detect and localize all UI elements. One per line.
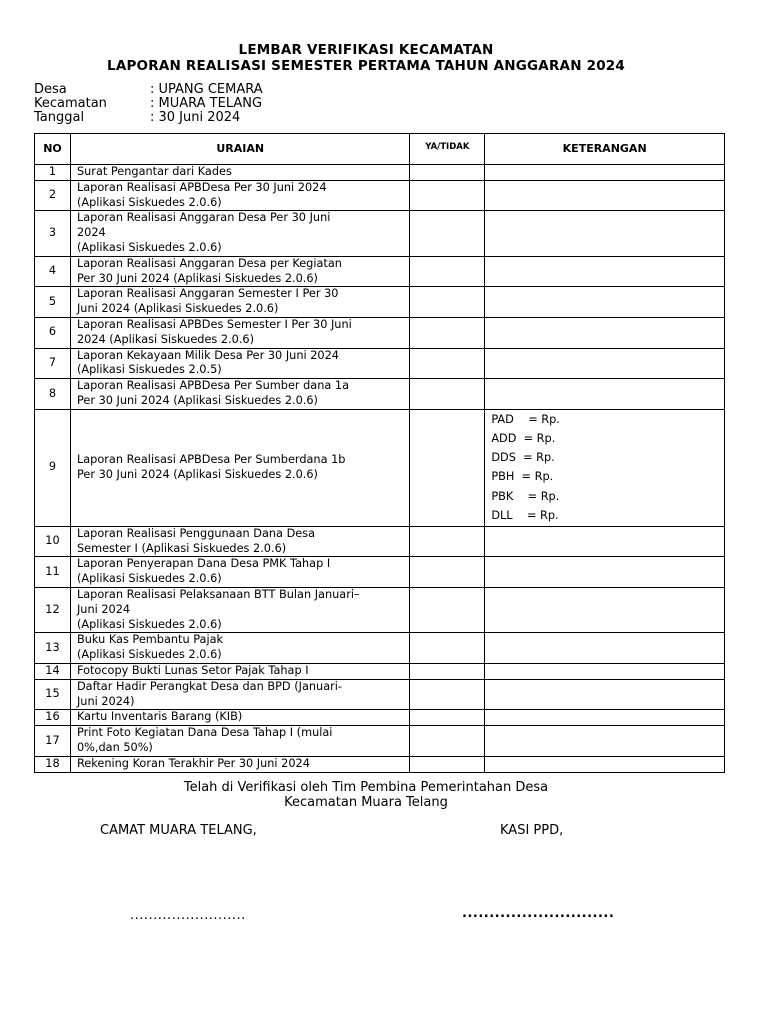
keterangan-line: DLL = Rp.: [491, 508, 559, 522]
row-keterangan-cell[interactable]: [485, 557, 725, 588]
row-ya-tidak-cell[interactable]: [410, 726, 485, 757]
row-ya-tidak-cell[interactable]: [410, 211, 485, 256]
row-keterangan-cell[interactable]: [485, 587, 725, 632]
row-keterangan-cell[interactable]: [485, 211, 725, 256]
uraian-line: Daftar Hadir Perangkat Desa dan BPD (Januari-: [76, 679, 342, 693]
uraian-line: Laporan Realisasi Penggunaan Dana Desa: [76, 526, 316, 540]
verified-statement: Telah di Verifikasi oleh Tim Pembina Pemerintahan Desa: [183, 780, 549, 795]
row-number: 1: [35, 165, 71, 181]
uraian-line: Laporan Kekayaan Milik Desa Per 30 Juni 2024: [76, 348, 339, 362]
row-ya-tidak-cell[interactable]: [410, 348, 485, 379]
row-keterangan-cell[interactable]: [485, 679, 725, 710]
verification-table: [34, 133, 725, 773]
table-row: [35, 633, 725, 664]
uraian-line: Juni 2024): [76, 694, 135, 708]
row-number: 13: [35, 633, 71, 664]
row-keterangan-cell[interactable]: [485, 287, 725, 318]
row-uraian: [70, 587, 409, 632]
title-line-1: LEMBAR VERIFIKASI KECAMATAN: [238, 42, 494, 58]
row-ya-tidak-cell[interactable]: [410, 633, 485, 664]
keterangan-line: PBK = Rp.: [491, 489, 560, 503]
table-row: [35, 165, 725, 181]
uraian-line: Laporan Realisasi Anggaran Semester I Per 30: [76, 287, 339, 301]
row-keterangan-cell[interactable]: [485, 409, 725, 526]
table-header-row: [35, 134, 725, 165]
row-uraian: [70, 557, 409, 588]
uraian-line: Surat Pengantar dari Kades: [76, 165, 232, 178]
row-ya-tidak-cell[interactable]: [410, 180, 485, 211]
uraian-line: (Aplikasi Siskuedes 2.0.5): [76, 363, 222, 377]
camat-signature-line: .........................: [130, 908, 246, 923]
row-ya-tidak-cell[interactable]: [410, 710, 485, 726]
row-uraian: [70, 679, 409, 710]
uraian-line: Laporan Penyerapan Dana Desa PMK Tahap I: [76, 557, 331, 571]
row-uraian: [70, 710, 409, 726]
row-number: 5: [35, 287, 71, 318]
desa-label: Desa: [34, 82, 67, 97]
row-number: 2: [35, 180, 71, 211]
row-keterangan-cell[interactable]: [485, 663, 725, 679]
row-ya-tidak-cell[interactable]: [410, 165, 485, 181]
row-number: 11: [35, 557, 71, 588]
keterangan-line: PAD = Rp.: [491, 412, 560, 426]
row-ya-tidak-cell[interactable]: [410, 379, 485, 410]
row-number: 12: [35, 587, 71, 632]
row-uraian: [70, 287, 409, 318]
uraian-line: Laporan Realisasi APBDesa Per Sumber dana 1a: [76, 379, 350, 393]
table-row: [35, 756, 725, 772]
tanggal-label: Tanggal: [34, 110, 85, 125]
row-number: 14: [35, 663, 71, 679]
verified-office: Kecamatan Muara Telang: [284, 795, 448, 810]
kecamatan-label: Kecamatan: [34, 96, 107, 111]
row-uraian: [70, 756, 409, 772]
row-uraian: [70, 180, 409, 211]
uraian-line: Laporan Realisasi APBDesa Per 30 Juni 2024: [76, 180, 327, 194]
row-uraian: [70, 379, 409, 410]
table-row: [35, 679, 725, 710]
row-ya-tidak-cell[interactable]: [410, 409, 485, 526]
row-uraian: [70, 663, 409, 679]
table-body: [35, 165, 725, 773]
row-keterangan-cell[interactable]: [485, 379, 725, 410]
row-number: 3: [35, 211, 71, 256]
uraian-line: 2024 (Aplikasi Siskuedes 2.0.6): [76, 332, 255, 346]
row-uraian: [70, 526, 409, 557]
row-ya-tidak-cell[interactable]: [410, 526, 485, 557]
table-row: [35, 211, 725, 256]
table-row: [35, 180, 725, 211]
table-row: [35, 256, 725, 287]
uraian-line: Laporan Realisasi APBDesa Per Sumberdana 1b: [76, 452, 346, 466]
row-number: 10: [35, 526, 71, 557]
uraian-line: 2024: [76, 226, 106, 240]
row-number: 16: [35, 710, 71, 726]
header-no: NO: [35, 134, 71, 165]
table-row: [35, 663, 725, 679]
uraian-line: Laporan Realisasi Anggaran Desa per Kegiatan: [76, 256, 342, 270]
kasi-signature-line: ............................: [462, 906, 615, 921]
row-number: 17: [35, 726, 71, 757]
tanggal-value: : 30 Juni 2024: [150, 110, 241, 125]
uraian-line: (Aplikasi Siskuedes 2.0.6): [76, 572, 222, 586]
row-ya-tidak-cell[interactable]: [410, 287, 485, 318]
uraian-line: Juni 2024: [76, 602, 131, 616]
row-keterangan-cell[interactable]: [485, 756, 725, 772]
row-uraian: [70, 348, 409, 379]
uraian-line: Fotocopy Bukti Lunas Setor Pajak Tahap I: [76, 663, 309, 677]
uraian-line: Per 30 Juni 2024 (Aplikasi Siskuedes 2.0.6): [76, 271, 318, 285]
table-row: [35, 287, 725, 318]
table-row: [35, 348, 725, 379]
row-uraian: [70, 211, 409, 256]
header-ya-tidak: YA/TIDAK: [410, 134, 485, 165]
row-uraian: [70, 633, 409, 664]
row-number: 4: [35, 256, 71, 287]
kecamatan-value: : MUARA TELANG: [150, 96, 263, 111]
row-number: 8: [35, 379, 71, 410]
row-keterangan-cell[interactable]: [485, 165, 725, 181]
uraian-line: Laporan Realisasi Pelaksanaan BTT Bulan Januari–: [76, 587, 360, 601]
row-uraian: [70, 317, 409, 348]
uraian-line: (Aplikasi Siskuedes 2.0.6): [76, 617, 222, 631]
uraian-line: 0%,dan 50%): [76, 740, 153, 754]
row-keterangan-cell[interactable]: [485, 726, 725, 757]
header-uraian: URAIAN: [70, 134, 409, 165]
row-ya-tidak-cell[interactable]: [410, 256, 485, 287]
uraian-line: (Aplikasi Siskuedes 2.0.6): [76, 648, 222, 662]
row-ya-tidak-cell[interactable]: [410, 587, 485, 632]
row-keterangan-cell[interactable]: [485, 348, 725, 379]
table-row: [35, 710, 725, 726]
row-number: 6: [35, 317, 71, 348]
table-row: [35, 409, 725, 526]
uraian-line: Juni 2024 (Aplikasi Siskuedes 2.0.6): [76, 302, 279, 316]
table-row: [35, 587, 725, 632]
uraian-line: (Aplikasi Siskuedes 2.0.6): [76, 240, 222, 254]
row-keterangan-cell[interactable]: [485, 710, 725, 726]
row-keterangan-cell[interactable]: [485, 317, 725, 348]
header-keterangan: KETERANGAN: [485, 134, 725, 165]
row-ya-tidak-cell[interactable]: [410, 557, 485, 588]
uraian-line: Kartu Inventaris Barang (KIB): [76, 710, 243, 724]
row-uraian: [70, 256, 409, 287]
table-row: [35, 726, 725, 757]
camat-signature-label: CAMAT MUARA TELANG,: [100, 823, 257, 838]
row-keterangan-cell[interactable]: [485, 633, 725, 664]
uraian-line: Laporan Realisasi Anggaran Desa Per 30 Juni: [76, 211, 331, 225]
row-number: 9: [35, 409, 71, 526]
row-ya-tidak-cell[interactable]: [410, 317, 485, 348]
row-keterangan-cell[interactable]: [485, 180, 725, 211]
table-row: [35, 317, 725, 348]
uraian-line: Buku Kas Pembantu Pajak: [76, 633, 224, 647]
row-uraian: [70, 726, 409, 757]
row-number: 18: [35, 756, 71, 772]
row-uraian: [70, 165, 409, 181]
uraian-line: Per 30 Juni 2024 (Aplikasi Siskuedes 2.0.6): [76, 393, 318, 407]
uraian-line: Per 30 Juni 2024 (Aplikasi Siskuedes 2.0.6): [76, 467, 318, 481]
uraian-line: Laporan Realisasi APBDes Semester I Per 30 Juni: [76, 317, 352, 331]
kasi-signature-label: KASI PPD,: [500, 823, 564, 838]
uraian-line: (Aplikasi Siskuedes 2.0.6): [76, 195, 222, 209]
desa-value: : UPANG CEMARA: [150, 82, 263, 97]
row-ya-tidak-cell[interactable]: [410, 679, 485, 710]
row-number: 15: [35, 679, 71, 710]
row-ya-tidak-cell[interactable]: [410, 756, 485, 772]
uraian-line: Semester I (Aplikasi Siskuedes 2.0.6): [76, 541, 287, 555]
keterangan-line: DDS = Rp.: [491, 451, 555, 465]
keterangan-line: PBH = Rp.: [491, 470, 554, 484]
table-row: [35, 379, 725, 410]
uraian-line: Rekening Koran Terakhir Per 30 Juni 2024: [76, 756, 310, 770]
row-uraian: [70, 409, 409, 526]
row-keterangan-cell[interactable]: [485, 526, 725, 557]
table-row: [35, 526, 725, 557]
uraian-line: Print Foto Kegiatan Dana Desa Tahap I (mulai: [76, 726, 333, 740]
row-keterangan-cell[interactable]: [485, 256, 725, 287]
row-number: 7: [35, 348, 71, 379]
title-line-2: LAPORAN REALISASI SEMESTER PERTAMA TAHUN ANGGARAN 2024: [107, 58, 625, 74]
row-ya-tidak-cell[interactable]: [410, 663, 485, 679]
keterangan-line: ADD = Rp.: [491, 431, 556, 445]
table-row: [35, 557, 725, 588]
